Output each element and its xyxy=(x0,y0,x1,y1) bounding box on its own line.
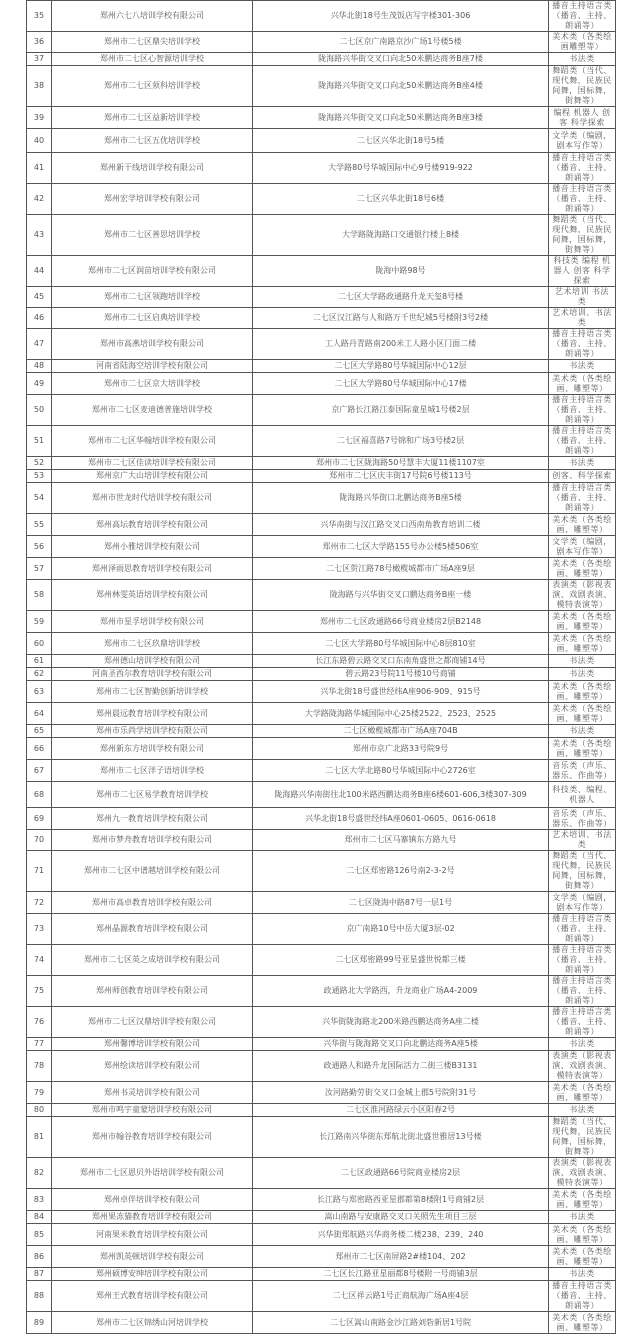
training-category: 播音主持语言类（播音、主持、朗诵等） xyxy=(549,426,616,457)
training-category: 艺术培训 书法类 xyxy=(549,287,616,308)
school-address: 二七区郑密路99号亚星盛世悦都三楼 xyxy=(253,945,549,976)
school-address: 郑州市二七区马寨镇东方路九号 xyxy=(253,830,549,851)
training-category: 美术类（各类绘画、雕塑等） xyxy=(549,514,616,536)
school-name: 郑州市星孚培训学校有限公司 xyxy=(52,611,253,633)
training-category: 书法类 xyxy=(549,1268,616,1281)
training-category: 科技类、编程、机器人 xyxy=(549,782,616,808)
school-name: 郑州晶源教育培训学校有限公司 xyxy=(52,914,253,945)
training-category: 播音主持语言类（播音、主持、朗诵等） xyxy=(549,976,616,1007)
school-name: 郑州市二七区玖鼎培训学校 xyxy=(52,633,253,655)
school-address: 长江路与郑密路西亚星郡都第8楼附1号商铺2层 xyxy=(253,1189,549,1211)
table-row xyxy=(27,1051,616,1082)
school-address: 郑州市二七区政通路66号商业楼房2层B2148 xyxy=(253,611,549,633)
table-row xyxy=(27,1281,616,1312)
row-number: 85 xyxy=(27,1224,52,1246)
school-address: 二七区橄榄城都市广场A座704B xyxy=(253,725,549,738)
school-name: 郑州凯英顿培训学校有限公司 xyxy=(52,1246,253,1268)
table-row xyxy=(27,558,616,580)
row-number: 42 xyxy=(27,184,52,215)
training-category: 文学类（编剧，剧本写作等） xyxy=(549,892,616,914)
school-address: 二七区长江路亚星丽都8号楼附一号商铺3层 xyxy=(253,1268,549,1281)
row-number: 43 xyxy=(27,215,52,256)
school-name: 郑州市二七区启典培训学校 xyxy=(52,308,253,329)
table-row xyxy=(27,738,616,760)
school-name: 郑州市二七区华翰培训学校有限公司 xyxy=(52,426,253,457)
school-name: 郑州市二七区善思培训学校 xyxy=(52,215,253,256)
school-name: 郑州市鸣宇童蒙培训学校有限公司 xyxy=(52,1104,253,1117)
table-row xyxy=(27,1189,616,1211)
table-row xyxy=(27,1038,616,1051)
table-row xyxy=(27,153,616,184)
training-category: 美术类（各类绘画、雕塑等） xyxy=(549,738,616,760)
training-category: 美术类（各类绘画、雕塑等） xyxy=(549,1246,616,1268)
school-address: 二七区汉江路与人和路万千世纪城5号楼附3号2楼 xyxy=(253,308,549,329)
row-number: 58 xyxy=(27,580,52,611)
table-row xyxy=(27,215,616,256)
school-address: 二七区嵩山南路金沙江路刘砦新居1号院 xyxy=(253,1312,549,1334)
training-category: 表演类（影视表演、戏剧表演、模特表演等） xyxy=(549,580,616,611)
training-category: 播音主持语言类（播音、主持、朗诵等） xyxy=(549,395,616,426)
school-name: 郑州市二七区易学教育培训学校 xyxy=(52,782,253,808)
table-row xyxy=(27,782,616,808)
school-name: 郑州市高燕培训学校有限公司 xyxy=(52,329,253,360)
row-number: 56 xyxy=(27,536,52,558)
table-row xyxy=(27,1224,616,1246)
school-address: 二七区郑密路126号南2-3-2号 xyxy=(253,851,549,892)
school-address: 二七区兴华北街18号6楼 xyxy=(253,184,549,215)
table-row xyxy=(27,1007,616,1038)
table-row xyxy=(27,976,616,1007)
school-address: 二七区淮河路绿云小区阳春2号 xyxy=(253,1104,549,1117)
school-address: 陇海路兴华街交叉口向北50米鹏达商务B座7楼 xyxy=(253,53,549,66)
school-name: 郑州市二七区麦迪德普施培训学校 xyxy=(52,395,253,426)
school-address: 兴华北街18号生茂饭店写字楼301-306 xyxy=(253,1,549,32)
row-number: 38 xyxy=(27,66,52,107)
table-row xyxy=(27,457,616,470)
row-number: 76 xyxy=(27,1007,52,1038)
school-name: 郑州市翰谷教育培训学校有限公司 xyxy=(52,1117,253,1158)
school-address: 工人路丹青路南200米工人路小区门面二楼 xyxy=(253,329,549,360)
school-address: 政通路北大学路西，升龙商业广场A4-2009 xyxy=(253,976,549,1007)
training-category: 播音主持语言类（播音、主持、朗诵等） xyxy=(549,184,616,215)
row-number: 36 xyxy=(27,32,52,53)
table-row xyxy=(27,470,616,483)
school-address: 兴华北街18号盛世经纬A座906-909、915号 xyxy=(253,681,549,703)
school-address: 二七区福喜路7号锦和广场3号楼2层 xyxy=(253,426,549,457)
school-name: 郑州市梦舟教育培训学校有限公司 xyxy=(52,830,253,851)
school-name: 郑州林雯英语培训学校有限公司 xyxy=(52,580,253,611)
school-address: 二七区大学路政通路升龙天玺8号楼 xyxy=(253,287,549,308)
school-address: 大学路陇海路华城国际中心25楼2522、2523、2525 xyxy=(253,703,549,725)
training-category: 表演类（影视表演、戏剧表演、模特表演等） xyxy=(549,1051,616,1082)
table-row xyxy=(27,329,616,360)
school-address: 兴华街与陇海路交叉口向北鹏达商务A座5楼 xyxy=(253,1038,549,1051)
training-category: 美术类（各类绘画、雕塑等） xyxy=(549,1312,616,1334)
row-number: 55 xyxy=(27,514,52,536)
row-number: 64 xyxy=(27,703,52,725)
school-name: 郑州硕博安绅培训学校有限公司 xyxy=(52,1268,253,1281)
school-name: 河南圣西尔教育培训学校有限公司 xyxy=(52,668,253,681)
training-category: 书法类 xyxy=(549,360,616,373)
training-category: 书法类 xyxy=(549,1104,616,1117)
row-number: 70 xyxy=(27,830,52,851)
table-row xyxy=(27,1117,616,1158)
training-category: 文学类（编剧，剧本写作等） xyxy=(549,536,616,558)
training-category: 播音主持语言类（播音、主持、朗诵等） xyxy=(549,483,616,514)
school-address: 兴华街郑航路兴华商务楼二楼238、239、240 xyxy=(253,1224,549,1246)
school-name: 郑州果冻猫教育培训学校有限公司 xyxy=(52,1211,253,1224)
row-number: 50 xyxy=(27,395,52,426)
row-number: 83 xyxy=(27,1189,52,1211)
training-category: 播音主持语言类（播音、主持、朗诵等） xyxy=(549,914,616,945)
table-row xyxy=(27,1246,616,1268)
school-address: 汝河路勤劳街交叉口金城上郡5号院附31号 xyxy=(253,1082,549,1104)
table-row xyxy=(27,851,616,892)
school-address: 兴华南街与汉江路交叉口西南角教育培训二楼 xyxy=(253,514,549,536)
row-number: 49 xyxy=(27,373,52,395)
school-name: 郑州市二七区恩贝外语培训学校有限公司 xyxy=(52,1158,253,1189)
training-category: 书法类 xyxy=(549,655,616,668)
row-number: 53 xyxy=(27,470,52,483)
training-category: 美术类（各类绘画、雕塑等） xyxy=(549,1082,616,1104)
table-row xyxy=(27,536,616,558)
row-number: 88 xyxy=(27,1281,52,1312)
school-name: 郑州市二七区佳读培训学校有限公司 xyxy=(52,457,253,470)
school-address: 二七区陇海中路87号一层1号 xyxy=(253,892,549,914)
school-address: 二七区兴华北街18号5楼 xyxy=(253,129,549,153)
table-row xyxy=(27,760,616,782)
school-address: 大学路80号华城国际中心9号楼919-922 xyxy=(253,153,549,184)
table-row xyxy=(27,668,616,681)
table-row xyxy=(27,1104,616,1117)
table-row xyxy=(27,184,616,215)
school-address: 京广南路10号中岳大厦3层-02 xyxy=(253,914,549,945)
table-row xyxy=(27,1268,616,1281)
training-category: 播音主持语言类（播音、主持、朗诵等） xyxy=(549,1,616,32)
table-row xyxy=(27,914,616,945)
row-number: 61 xyxy=(27,655,52,668)
school-address: 长江路南兴华街东郑航北街北盛世雅居13号楼 xyxy=(253,1117,549,1158)
table-row xyxy=(27,256,616,287)
row-number: 66 xyxy=(27,738,52,760)
school-name: 郑州九一教育培训学校有限公司 xyxy=(52,808,253,830)
school-name: 郑州卓伴培训学校有限公司 xyxy=(52,1189,253,1211)
training-category: 美术类（各类绘画、雕塑等） xyxy=(549,611,616,633)
table-row xyxy=(27,808,616,830)
school-name: 郑州市二七区五优培训学校 xyxy=(52,129,253,153)
training-category: 科技类 编程 机器人 创客 科学探索 xyxy=(549,256,616,287)
school-name: 郑州市乐尚学培训学校有限公司 xyxy=(52,725,253,738)
school-address: 嵩山南路与安康路交叉口关照先生项目三层 xyxy=(253,1211,549,1224)
school-name: 郑州晨远教育培训学校有限公司 xyxy=(52,703,253,725)
school-name: 郑州新干线培训学校有限公司 xyxy=(52,153,253,184)
row-number: 80 xyxy=(27,1104,52,1117)
row-number: 75 xyxy=(27,976,52,1007)
school-name: 郑州市二七区润苗培训学校有限公司 xyxy=(52,256,253,287)
table-row xyxy=(27,483,616,514)
training-category: 文学类（编剧，剧本写作等） xyxy=(549,129,616,153)
training-category: 美术类（各类绘画、雕塑等） xyxy=(549,373,616,395)
school-address: 陇海路与兴华街交叉口鹏达商务B座一楼 xyxy=(253,580,549,611)
row-number: 67 xyxy=(27,760,52,782)
training-category: 艺术培训、书法类 xyxy=(549,308,616,329)
row-number: 77 xyxy=(27,1038,52,1051)
row-number: 62 xyxy=(27,668,52,681)
table-row xyxy=(27,892,616,914)
table-row xyxy=(27,395,616,426)
school-address: 陇海路兴华街口北鹏达商务B座5楼 xyxy=(253,483,549,514)
table-row xyxy=(27,32,616,53)
table-body xyxy=(27,1,616,1334)
row-number: 48 xyxy=(27,360,52,373)
school-name: 郑州王式教育培训学校有限公司 xyxy=(52,1281,253,1312)
training-category: 播音主持语言类（播音、主持、朗诵等） xyxy=(549,945,616,976)
school-name: 郑州宏学培训学校有限公司 xyxy=(52,184,253,215)
school-name: 郑州市二七区须科培训学校 xyxy=(52,66,253,107)
training-category: 音乐类（声乐、器乐、作曲等） xyxy=(549,760,616,782)
school-address: 长江东路碧云路交叉口东南角盛世之都商铺14号 xyxy=(253,655,549,668)
school-name: 郑州小雅培训学校有限公司 xyxy=(52,536,253,558)
training-category: 创客、科学探索 xyxy=(549,470,616,483)
school-address: 陇海中路98号 xyxy=(253,256,549,287)
training-category: 播音主持语言类（播音、主持、朗诵等） xyxy=(549,1007,616,1038)
table-row xyxy=(27,66,616,107)
row-number: 60 xyxy=(27,633,52,655)
table-row xyxy=(27,1211,616,1224)
school-name: 郑州市二七区心智源培训学校 xyxy=(52,53,253,66)
row-number: 46 xyxy=(27,308,52,329)
school-address: 二七区大学路80号华城国际中心12层 xyxy=(253,360,549,373)
training-category: 舞蹈类（当代、现代舞，民族民间舞，国标舞，街舞等） xyxy=(549,66,616,107)
training-category: 书法类 xyxy=(549,725,616,738)
row-number: 57 xyxy=(27,558,52,580)
training-category: 音乐类（声乐、器乐、作曲等） xyxy=(549,808,616,830)
row-number: 59 xyxy=(27,611,52,633)
school-name: 郑州师创教育培训学校有限公司 xyxy=(52,976,253,1007)
school-address: 二七区祥云路1号正商航海广场A座4层 xyxy=(253,1281,549,1312)
school-name: 郑州市二七区益新培训学校 xyxy=(52,107,253,129)
row-number: 65 xyxy=(27,725,52,738)
school-address: 政通路人和路升龙国际活力二街三楼B3131 xyxy=(253,1051,549,1082)
training-category: 编程 机器人 创客 科学探索 xyxy=(549,107,616,129)
table-row xyxy=(27,725,616,738)
school-address: 兴华北街18号盛世经纬A座0601-0605、0616-0618 xyxy=(253,808,549,830)
row-number: 81 xyxy=(27,1117,52,1158)
table-row xyxy=(27,611,616,633)
row-number: 45 xyxy=(27,287,52,308)
row-number: 35 xyxy=(27,1,52,32)
school-name: 郑州德山培训学校有限公司 xyxy=(52,655,253,668)
school-name: 河南果米教育培训学校有限公司 xyxy=(52,1224,253,1246)
row-number: 63 xyxy=(27,681,52,703)
row-number: 71 xyxy=(27,851,52,892)
school-address: 郑州市二七区大学路155号办公楼5楼506室 xyxy=(253,536,549,558)
school-name: 郑州市二七区智勤创新培训学校 xyxy=(52,681,253,703)
table-row xyxy=(27,1,616,32)
training-category: 表演类（影视表演、戏剧表演、模特表演等） xyxy=(549,1158,616,1189)
school-address: 兴华街陇海路北200米路西鹏达商务A座二楼 xyxy=(253,1007,549,1038)
training-category: 美术类（各类绘画、雕塑等） xyxy=(549,1224,616,1246)
training-category: 播音主持语言类（播音、主持、朗诵等） xyxy=(549,329,616,360)
training-category: 舞蹈类（当代、现代舞，民族民间舞，国标舞，街舞等） xyxy=(549,1117,616,1158)
row-number: 51 xyxy=(27,426,52,457)
row-number: 39 xyxy=(27,107,52,129)
table-row xyxy=(27,681,616,703)
school-address: 二七区政通路66号院商业楼房2层 xyxy=(253,1158,549,1189)
table-row xyxy=(27,426,616,457)
row-number: 82 xyxy=(27,1158,52,1189)
school-name: 郑州六七八培训学校有限公司 xyxy=(52,1,253,32)
training-category: 美术类（各类绘画、雕塑等） xyxy=(549,633,616,655)
school-address: 郑州市二七区陇海路50号慧丰大厦11楼1107室 xyxy=(253,457,549,470)
training-category: 舞蹈类（当代、现代舞，民族民间舞，国标舞，街舞等） xyxy=(549,215,616,256)
school-address: 陇海路兴华街交叉口向北50米鹏达商务B座4楼 xyxy=(253,66,549,107)
school-name: 郑州市二七区英之成培训学校有限公司 xyxy=(52,945,253,976)
school-address: 二七区大学路80号华城国际中心17楼 xyxy=(253,373,549,395)
school-name: 郑州书灵培训学校有限公司 xyxy=(52,1082,253,1104)
school-name: 郑州高坛教育培训学校有限公司 xyxy=(52,514,253,536)
school-name: 郑州市二七区锦绣山河培训学校 xyxy=(52,1312,253,1334)
row-number: 74 xyxy=(27,945,52,976)
school-name: 郑州市二七区鼎尖培训学校 xyxy=(52,32,253,53)
training-category: 播音主持语言类（播音、主持、朗诵等） xyxy=(549,1281,616,1312)
row-number: 86 xyxy=(27,1246,52,1268)
training-category: 美术类（各类绘画雕塑等） xyxy=(549,32,616,53)
training-category: 艺术培训、书法类 xyxy=(549,830,616,851)
table-row xyxy=(27,655,616,668)
row-number: 41 xyxy=(27,153,52,184)
school-name: 郑州市二七区京大培训学校 xyxy=(52,373,253,395)
training-category: 美术类（各类绘画、雕塑等） xyxy=(549,681,616,703)
school-address: 陇海路兴华南街往北100米路西鹏达商务B座6楼601-606,3楼307-309 xyxy=(253,782,549,808)
training-category: 美术类（各类绘画、雕塑等） xyxy=(549,1189,616,1211)
school-name: 郑州市二七区领跑培训学校 xyxy=(52,287,253,308)
table-row xyxy=(27,373,616,395)
table-row xyxy=(27,129,616,153)
training-category: 书法类 xyxy=(549,668,616,681)
school-name: 郑州市二七区洋子语培训学校 xyxy=(52,760,253,782)
training-category: 美术类（各类绘画、雕塑等） xyxy=(549,558,616,580)
table-row xyxy=(27,633,616,655)
school-address: 二七区大学路80号华城国际中心8层810室 xyxy=(253,633,549,655)
training-category: 书法类 xyxy=(549,457,616,470)
school-name: 郑州市世龙时代培训学校有限公司 xyxy=(52,483,253,514)
training-category: 书法类 xyxy=(549,1211,616,1224)
school-address: 大学路陇海路口交通银行楼上8楼 xyxy=(253,215,549,256)
row-number: 54 xyxy=(27,483,52,514)
table-row xyxy=(27,703,616,725)
school-name: 郑州馨博培训学校有限公司 xyxy=(52,1038,253,1051)
training-category: 书法类 xyxy=(549,1038,616,1051)
row-number: 52 xyxy=(27,457,52,470)
school-name: 郑州市二七区中谱越培训学校有限公司 xyxy=(52,851,253,892)
table-row xyxy=(27,308,616,329)
row-number: 47 xyxy=(27,329,52,360)
table-row xyxy=(27,53,616,66)
school-address: 陇海路兴华街交叉口向北50米鹏达商务B座3楼 xyxy=(253,107,549,129)
row-number: 78 xyxy=(27,1051,52,1082)
school-name: 河南省陆海空培训学校有限公司 xyxy=(52,360,253,373)
table-row xyxy=(27,514,616,536)
row-number: 87 xyxy=(27,1268,52,1281)
school-name: 郑州市二七区汉鼎培训学校有限公司 xyxy=(52,1007,253,1038)
row-number: 79 xyxy=(27,1082,52,1104)
table-row xyxy=(27,360,616,373)
schools-table xyxy=(26,0,616,1334)
training-category: 舞蹈类（当代、现代舞，民族民间舞，国标舞，街舞等） xyxy=(549,851,616,892)
training-category: 美术类（各类绘画、雕塑等） xyxy=(549,703,616,725)
table-row xyxy=(27,1158,616,1189)
school-name: 郑州京广大山培训学校有限公司 xyxy=(52,470,253,483)
school-name: 郑州泽雨思教育培训学校有限公司 xyxy=(52,558,253,580)
table-row xyxy=(27,1082,616,1104)
school-address: 郑州市二七区庆丰街17号院6号楼113号 xyxy=(253,470,549,483)
row-number: 69 xyxy=(27,808,52,830)
row-number: 40 xyxy=(27,129,52,153)
table-row xyxy=(27,287,616,308)
table-row xyxy=(27,107,616,129)
row-number: 84 xyxy=(27,1211,52,1224)
row-number: 37 xyxy=(27,53,52,66)
table-row xyxy=(27,945,616,976)
training-category: 播音主持语言类（播音、主持、朗诵等） xyxy=(549,153,616,184)
school-address: 郑州市京广北路33号院9号 xyxy=(253,738,549,760)
school-name: 郑州市高卓教育培训学校有限公司 xyxy=(52,892,253,914)
school-address: 郑州市二七区南屏路2#楼104、202 xyxy=(253,1246,549,1268)
table-row xyxy=(27,830,616,851)
row-number: 72 xyxy=(27,892,52,914)
row-number: 89 xyxy=(27,1312,52,1334)
table-row xyxy=(27,1312,616,1334)
training-category: 书法类 xyxy=(549,53,616,66)
school-name: 郑州绘读培训学校有限公司 xyxy=(52,1051,253,1082)
school-address: 碧云路23号院11号楼10号商铺 xyxy=(253,668,549,681)
school-address: 二七区大学北路80号华城国际中心2726室 xyxy=(253,760,549,782)
row-number: 68 xyxy=(27,782,52,808)
school-name: 郑州新东方培训学校有限公司 xyxy=(52,738,253,760)
row-number: 44 xyxy=(27,256,52,287)
school-address: 京广路长江路江泰国际童星城1号楼2层 xyxy=(253,395,549,426)
school-address: 二七区贺江路78号橄榄城都市广场A座9层 xyxy=(253,558,549,580)
table-row xyxy=(27,580,616,611)
school-address: 二七区京广南路京沙广场1号楼5楼 xyxy=(253,32,549,53)
row-number: 73 xyxy=(27,914,52,945)
